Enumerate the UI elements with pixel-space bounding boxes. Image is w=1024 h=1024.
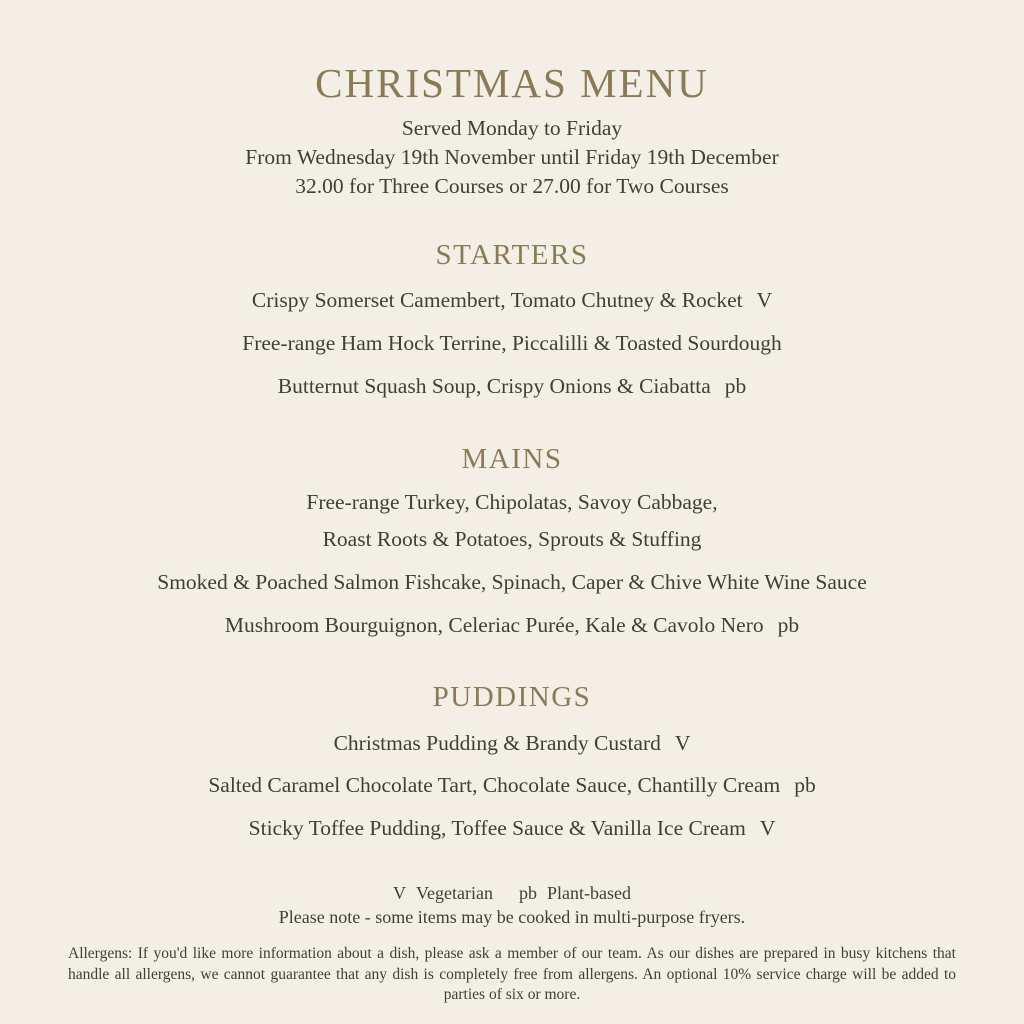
starters-heading: STARTERS — [435, 239, 589, 271]
dietary-key — [0, 882, 1024, 905]
pudding-item — [0, 729, 1024, 757]
starter-item — [0, 329, 1024, 357]
fryer-note: Please note - some items may be cooked in multi-purpose fryers. — [278, 907, 746, 927]
service-dates: From Wednesday 19th November until Friday 19th December — [245, 145, 779, 169]
allergen-notice: Allergens: If you'd like more information about a dish, please ask a member of our team. As our dishes are prepared in busy kitchens that handle all allergens, we cannot guarantee that any dish is completely free from allergens. An optional 10% service charge will be added to parties of six or more. — [68, 945, 956, 1003]
puddings-heading: PUDDINGS — [432, 681, 592, 713]
plant-based-label: Plant-based — [546, 883, 631, 903]
plant-based-symbol: pb — [518, 883, 537, 903]
dietary-mark: V — [674, 731, 691, 755]
dish-name-line2: Roast Roots & Potatoes, Sprouts & Stuffing — [322, 527, 702, 551]
starter-item — [0, 372, 1024, 400]
main-item — [0, 611, 1024, 639]
service-days: Served Monday to Friday — [401, 116, 623, 140]
starter-item — [0, 286, 1024, 314]
dietary-mark: pb — [724, 374, 747, 398]
vegetarian-label: Vegetarian — [416, 883, 493, 903]
main-item-continued — [0, 525, 1024, 553]
main-item — [0, 568, 1024, 596]
main-item — [0, 488, 1024, 516]
dish-name: Salted Caramel Chocolate Tart, Chocolate Sauce, Chantilly Cream — [208, 773, 781, 797]
menu-title: CHRISTMAS MENU — [315, 60, 709, 106]
vegetarian-symbol: V — [393, 883, 407, 903]
dietary-mark: V — [756, 288, 773, 312]
pudding-item — [0, 814, 1024, 842]
dish-name: Mushroom Bourguignon, Celeriac Purée, Kale & Cavolo Nero — [224, 613, 764, 637]
dish-name-line1: Free-range Turkey, Chipolatas, Savoy Cabbage, — [306, 490, 718, 514]
dish-name: Butternut Squash Soup, Crispy Onions & Ciabatta — [277, 374, 711, 398]
menu-intro — [0, 114, 1024, 201]
pudding-item — [0, 771, 1024, 799]
mains-heading: MAINS — [461, 443, 563, 475]
dish-name: Crispy Somerset Camembert, Tomato Chutney & Rocket — [251, 288, 743, 312]
dietary-mark: pb — [777, 613, 800, 637]
dish-name: Free-range Ham Hock Terrine, Piccalilli & Toasted Sourdough — [242, 331, 782, 355]
dietary-mark: V — [759, 816, 776, 840]
dish-name: Smoked & Poached Salmon Fishcake, Spinach, Caper & Chive White Wine Sauce — [157, 570, 867, 594]
dietary-mark: pb — [794, 773, 816, 797]
dish-name: Sticky Toffee Pudding, Toffee Sauce & Vanilla Ice Cream — [248, 816, 746, 840]
dish-name: Christmas Pudding & Brandy Custard — [333, 731, 661, 755]
pricing: 32.00 for Three Courses or 27.00 for Two Courses — [295, 174, 729, 198]
